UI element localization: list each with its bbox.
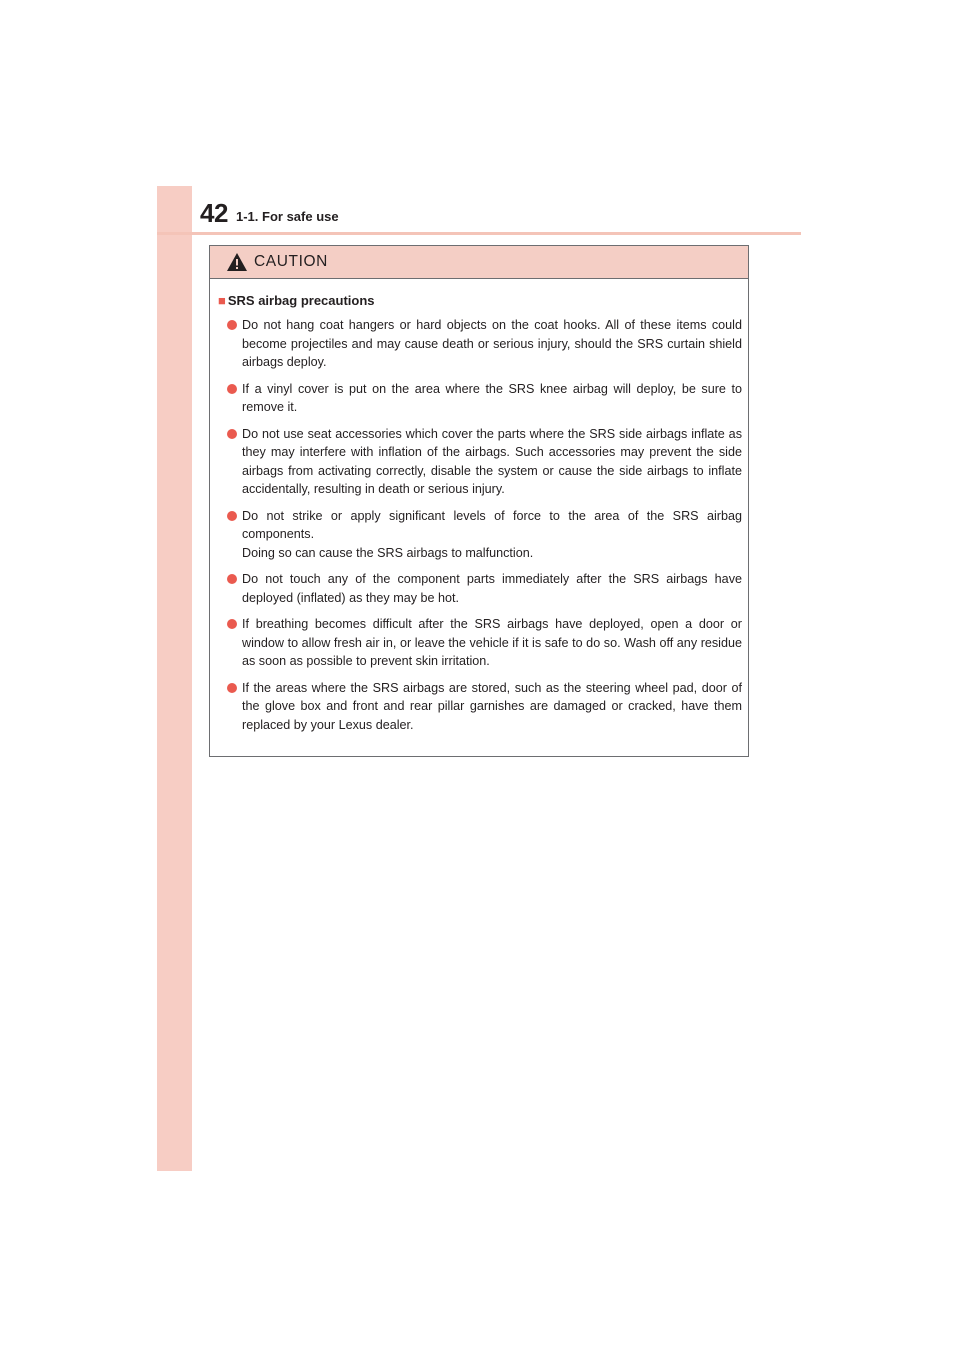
red-dot-bullet-icon (227, 619, 237, 629)
caution-header (210, 246, 748, 279)
page-number: 42 (200, 198, 228, 228)
caution-subheading-text: SRS airbag precautions (227, 293, 375, 308)
caution-list-item (218, 425, 742, 499)
red-dot-bullet-icon (227, 574, 237, 584)
side-color-band (157, 186, 192, 1171)
caution-list-item (218, 380, 742, 417)
caution-list-item (218, 615, 742, 671)
red-dot-bullet-icon (227, 429, 237, 439)
red-dot-bullet-icon (227, 320, 237, 330)
caution-list-item (218, 507, 742, 563)
caution-box (209, 245, 749, 757)
caution-item-text: Do not strike or apply significant levels of force to the area of the SRS airbag components. (242, 508, 742, 541)
caution-label: CAUTION (254, 253, 328, 270)
caution-item-text: If breathing becomes difficult after the SRS airbags have deployed, open a door or window to allow fresh air in, or leave the vehicle if it is safe to do so. Wash off any residue as soon as possible to prevent skin irritation. (242, 617, 742, 668)
caution-item-text: Do not hang coat hangers or hard objects on the coat hooks. All of these items could become projectiles and may cause death or serious injury, should the SRS curtain shield airbags deploy. (242, 318, 742, 369)
red-dot-bullet-icon (227, 683, 237, 693)
caution-list-item (218, 570, 742, 607)
caution-body (210, 279, 748, 734)
caution-list-item (218, 316, 742, 372)
header-rule (157, 232, 801, 235)
caution-list-item (218, 679, 742, 735)
caution-item-text: Do not use seat accessories which cover the parts where the SRS side airbags inflate as they may interfere with inflation of the airbags. Such accessories may prevent the side airbags from activating correctly, disable the system or cause the side airbags to inflate accidentally, resulting in death or serious injury. (242, 426, 742, 496)
caution-item-note: Doing so can cause the SRS airbags to malfunction. (242, 545, 534, 560)
red-dot-bullet-icon (227, 384, 237, 394)
caution-item-text: Do not touch any of the component parts immediately after the SRS airbags have deployed (inflated) as they may be hot. (242, 572, 742, 605)
caution-subheading (218, 291, 742, 311)
red-square-mark-icon: ■ (218, 293, 226, 308)
caution-item-text: If a vinyl cover is put on the area where the SRS knee airbag will deploy, be sure to remove it. (242, 381, 742, 414)
caution-item-text: If the areas where the SRS airbags are stored, such as the steering wheel pad, door of the glove box and front and rear pillar garnishes are damaged or cracked, have them replaced by your Lexus dealer. (242, 680, 742, 732)
section-title: 1-1. For safe use (236, 209, 339, 224)
warning-triangle-icon (226, 252, 248, 272)
red-dot-bullet-icon (227, 511, 237, 521)
